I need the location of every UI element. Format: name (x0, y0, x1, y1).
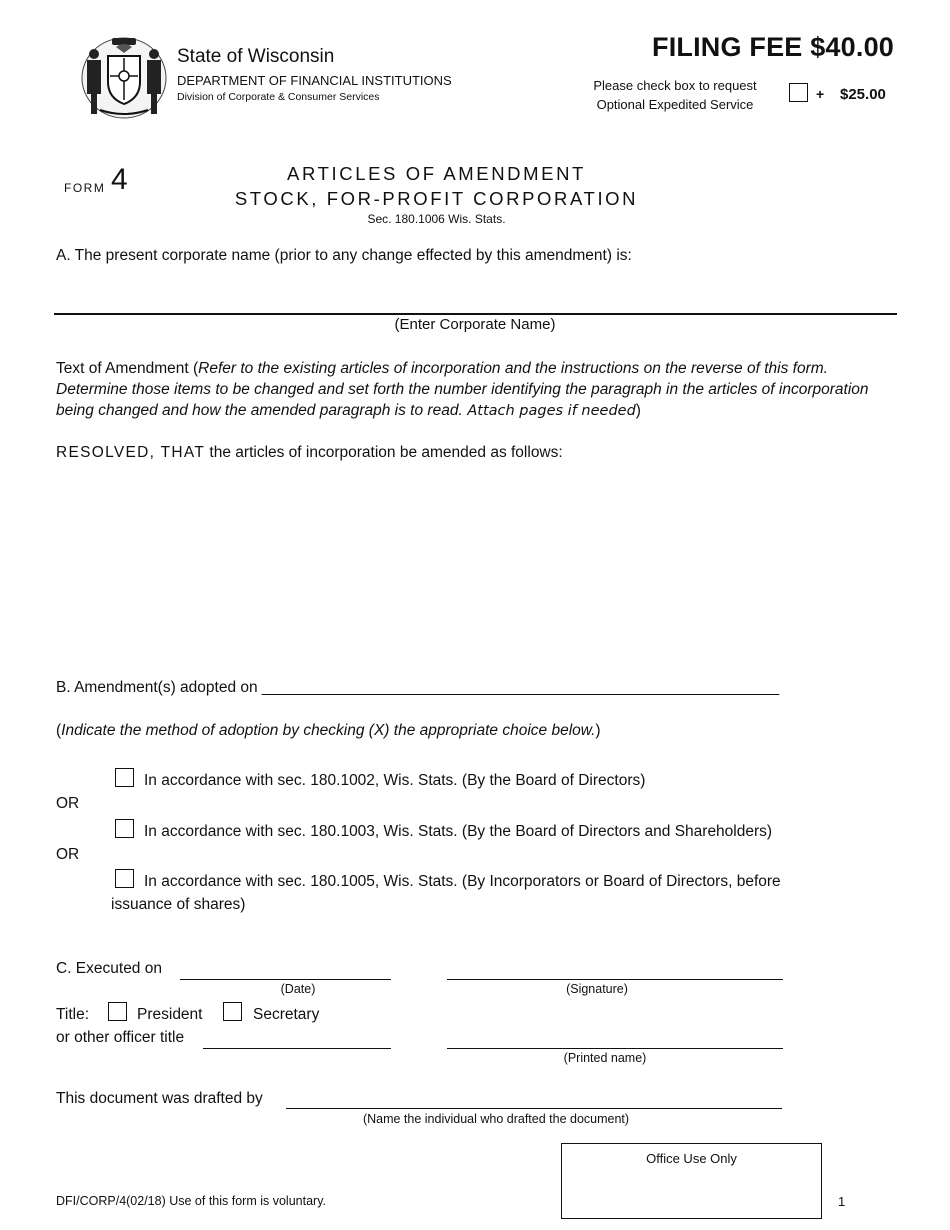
statute-reference: Sec. 180.1006 Wis. Stats. (367, 212, 506, 226)
indicate-close: ) (595, 722, 601, 739)
drafted-by-field[interactable] (286, 1108, 782, 1109)
title-label: Title: (56, 1006, 90, 1023)
amendment-instructions (56, 358, 901, 422)
office-use-box (561, 1143, 822, 1219)
section-a-label: A. The present corporate name (prior to any change effected by this amendment) is: (56, 247, 632, 264)
division-name: Division of Corporate & Consumer Services (177, 91, 380, 103)
amendment-close-paren: ) (635, 402, 641, 419)
form-id: DFI/CORP/4(02/18) Use of this form is voluntary. (56, 1194, 326, 1208)
option-incorporators-label: In accordance with sec. 180.1005, Wis. Stats. (By Incorporators or Board of Directors, before (144, 873, 781, 890)
printed-name-field[interactable] (447, 1048, 783, 1049)
signature-field[interactable] (447, 979, 783, 980)
signature-caption: (Signature) (566, 982, 628, 996)
option-shareholders-label: In accordance with sec. 180.1003, Wis. Stats. (By the Board of Directors and Shareholders) (144, 823, 773, 840)
amendment-instruction-text: Refer to the existing articles of incorporation and the instructions on the reverse of this form. Determine those items to be changed and set forth the number identifying the paragraph in the articles of incorporation being changed and how the amended paragraph is to read. (56, 360, 869, 419)
form-number: 4 (111, 163, 128, 196)
adoption-instructions (56, 722, 601, 740)
option-incorporators-label-cont: issuance of shares) (111, 896, 246, 913)
expedite-amount: $25.00 (840, 86, 886, 103)
adopted-on-line: B. Amendment(s) adopted on ____________________________________________________________ (56, 679, 780, 696)
indicate-text: Indicate the method of adoption by checking (X) the appropriate choice below. (61, 722, 596, 739)
office-use-label: Office Use Only (646, 1151, 737, 1166)
form-label: FORM (64, 181, 106, 195)
executed-on-label: C. Executed on (56, 960, 162, 977)
amendment-text-area[interactable] (56, 470, 896, 665)
corporate-name-field[interactable] (56, 290, 896, 312)
drafted-by-caption: (Name the individual who drafted the document) (362, 1112, 630, 1126)
drafted-by-label: This document was drafted by (56, 1090, 263, 1107)
option-shareholders-checkbox[interactable] (115, 819, 134, 838)
corporate-name-caption: (Enter Corporate Name) (394, 316, 556, 333)
indicate-open: ( (56, 722, 62, 739)
resolved-statement (56, 444, 563, 462)
department-name: DEPARTMENT OF FINANCIAL INSTITUTIONS (177, 73, 452, 88)
resolved-caps: RESOLVED, THAT (56, 444, 206, 461)
form-title-line-1: ARTICLES OF AMENDMENT (287, 163, 586, 184)
president-label: President (137, 1006, 203, 1023)
amendment-intro: Text of Amendment ( (56, 360, 199, 377)
secretary-checkbox[interactable] (223, 1002, 242, 1021)
form-title-line-2: STOCK, FOR-PROFIT CORPORATION (234, 188, 639, 209)
adopted-on-field[interactable] (285, 681, 825, 699)
attach-pages-note: Attach pages if needed (462, 403, 636, 419)
date-field[interactable] (180, 979, 391, 980)
other-title-field[interactable] (203, 1048, 391, 1049)
printed-name-caption: (Printed name) (563, 1051, 647, 1065)
other-title-label: or other officer title (56, 1029, 185, 1046)
state-seal-logo (78, 30, 170, 120)
or-separator-1: OR (56, 795, 80, 812)
expedite-line-2: Optional Expedited Service (596, 97, 754, 112)
state-name: State of Wisconsin (177, 46, 335, 67)
or-separator-2: OR (56, 846, 80, 863)
resolved-rest: the articles of incorporation be amended as follows: (205, 444, 563, 461)
corporate-name-line (54, 313, 897, 315)
expedite-line-1: Please check box to request (593, 78, 757, 93)
secretary-label: Secretary (253, 1006, 320, 1023)
option-board-checkbox[interactable] (115, 768, 134, 787)
expedite-instructions (560, 76, 790, 114)
option-board-label: In accordance with sec. 180.1002, Wis. Stats. (By the Board of Directors) (144, 772, 646, 789)
page-number: 1 (838, 1194, 846, 1209)
date-caption: (Date) (280, 982, 316, 996)
filing-fee: FILING FEE $40.00 (652, 32, 894, 62)
option-incorporators-checkbox[interactable] (115, 869, 134, 888)
president-checkbox[interactable] (108, 1002, 127, 1021)
expedite-plus: + (816, 86, 825, 102)
expedite-checkbox[interactable] (789, 83, 808, 102)
